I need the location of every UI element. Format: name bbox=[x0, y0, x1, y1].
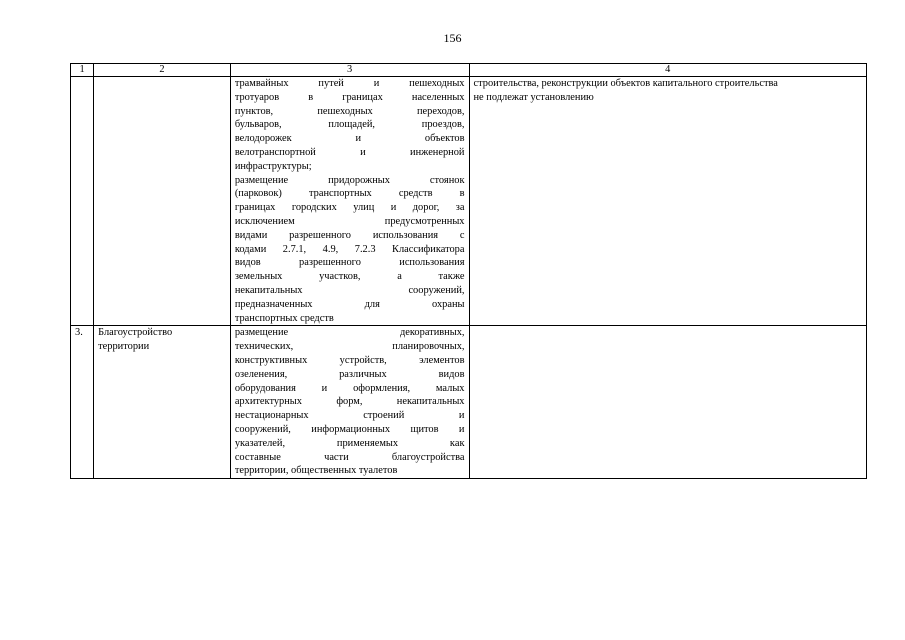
text-line: границах городских улиц и дорог, за bbox=[234, 202, 465, 214]
parameters-cell bbox=[469, 77, 867, 326]
text-line: нестационарных строений и bbox=[234, 410, 465, 422]
use-name-cell bbox=[94, 77, 231, 326]
text-line: велотранспортной и инженерной bbox=[234, 146, 465, 158]
text-line: оборудования и оформления, малых bbox=[234, 382, 465, 394]
page-number: 156 bbox=[443, 31, 462, 45]
text-line: видами разрешенного использования с bbox=[234, 229, 465, 241]
table-header-row bbox=[71, 64, 867, 77]
text-line: размещение придорожных стоянок bbox=[234, 174, 465, 186]
text-line: пунктов, пешеходных переходов, bbox=[234, 105, 465, 117]
parameters-cell bbox=[469, 326, 867, 479]
text-line: кодами 2.7.1, 4.9, 7.2.3 Классификатора bbox=[234, 243, 465, 255]
text-line: инфраструктуры; bbox=[234, 160, 312, 172]
use-name-cell bbox=[94, 326, 231, 479]
use-name-text bbox=[98, 326, 226, 354]
text-line: технических, планировочных, bbox=[234, 341, 465, 353]
row-number-cell: 3. bbox=[71, 326, 94, 479]
text-line: размещение декоративных, bbox=[234, 327, 465, 339]
text-line: видов разрешенного использования bbox=[234, 257, 465, 269]
header-cell-2: 2 bbox=[94, 64, 231, 77]
text-line: не подлежат установлению bbox=[473, 91, 594, 103]
text-line: территории, общественных туалетов bbox=[234, 465, 398, 477]
text-line: озеленения, различных видов bbox=[234, 368, 465, 380]
text-line: (парковок) транспортных средств в bbox=[234, 188, 465, 200]
text-line: территории bbox=[98, 341, 150, 353]
parameters-text bbox=[474, 77, 863, 105]
text-line: сооружений, информационных щитов и bbox=[234, 423, 465, 435]
text-line: бульваров, площадей, проездов, bbox=[234, 119, 465, 131]
use-description-text bbox=[235, 77, 465, 325]
table-row bbox=[71, 77, 867, 326]
header-cell-1: 1 bbox=[71, 64, 94, 77]
text-line: транспортных средств bbox=[234, 312, 334, 324]
row-number-cell bbox=[71, 77, 94, 326]
text-line: некапитальных сооружений, bbox=[234, 284, 465, 296]
use-description-text bbox=[235, 326, 465, 478]
table-row bbox=[71, 326, 867, 479]
text-line: конструктивных устройств, элементов bbox=[234, 354, 465, 366]
text-line: трамвайных путей и пешеходных bbox=[234, 78, 465, 89]
text-line: Благоустройство bbox=[98, 327, 173, 339]
header-cell-3: 3 bbox=[230, 64, 469, 77]
text-line: составные части благоустройства bbox=[234, 451, 465, 463]
text-line: тротуаров в границах населенных bbox=[234, 91, 465, 103]
text-line: земельных участков, а также bbox=[234, 271, 465, 283]
use-description-cell bbox=[230, 77, 469, 326]
text-line: архитектурных форм, некапитальных bbox=[234, 396, 465, 408]
text-line: предназначенных для охраны bbox=[234, 298, 465, 310]
zoning-table bbox=[70, 63, 867, 479]
use-description-cell bbox=[230, 326, 469, 479]
text-line: исключением предусмотренных bbox=[234, 215, 465, 227]
text-line: велодорожек и объектов bbox=[234, 133, 465, 145]
header-cell-4: 4 bbox=[469, 64, 867, 77]
text-line: строительства, реконструкции объектов капитального строительства bbox=[473, 78, 778, 89]
text-line: указателей, применяемых как bbox=[234, 437, 465, 449]
